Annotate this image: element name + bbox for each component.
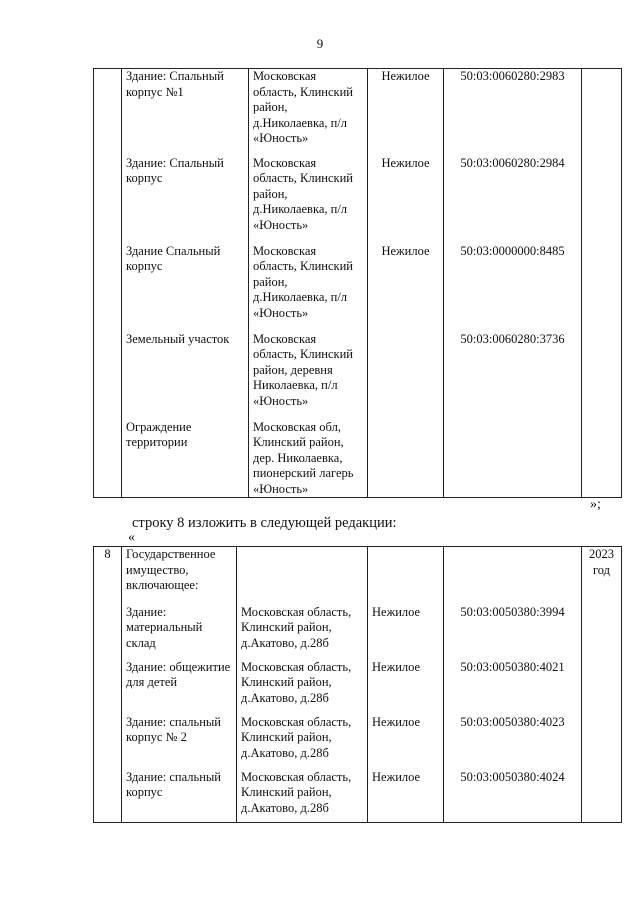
object-name: Земельный участок: [126, 331, 230, 346]
table-row: [94, 770, 622, 823]
object-name: Ограждение территории: [126, 419, 192, 449]
table-row: [94, 332, 622, 420]
amendment-instruction: строку 8 изложить в следующей редакции:: [132, 515, 397, 531]
group-heading: Государственное имущество, включающее:: [126, 547, 216, 592]
year-value: 2023 год: [589, 547, 614, 577]
table-row: [94, 660, 622, 715]
object-name: Здание: спальный корпус: [126, 769, 221, 799]
table-row: [94, 715, 622, 770]
object-address: Московская область, Клинский район, д.Акатово, д.28б: [241, 604, 352, 650]
object-type: Нежилое: [372, 769, 421, 784]
table-row: [94, 605, 622, 660]
table-row: [94, 244, 622, 332]
object-type: Нежилое: [381, 243, 430, 258]
object-address: Московская область, Клинский район, д.Акатово, д.28б: [241, 714, 352, 760]
object-type: Нежилое: [372, 659, 421, 674]
property-table-row-8: [93, 546, 622, 823]
cadastral-number: 50:03:0050380:4024: [460, 769, 565, 784]
object-address: Московская область, Клинский район, д.Акатово, д.28б: [241, 769, 352, 815]
table-row: [94, 69, 622, 156]
object-type: Нежилое: [372, 714, 421, 729]
object-address: Московская область, Клинский район, деревня Николаевка, п/л «Юность»: [253, 331, 353, 408]
cadastral-number: 50:03:0060280:3736: [460, 331, 565, 346]
cadastral-number: 50:03:0000000:8485: [460, 243, 565, 258]
object-address: Московская обл, Клинский район, дер. Николаевка, пионерский лагерь «Юность»: [253, 419, 354, 496]
cadastral-number: 50:03:0060280:2983: [460, 69, 565, 83]
object-type: Нежилое: [381, 69, 430, 83]
row-number: 8: [104, 547, 111, 561]
cadastral-number: 50:03:0060280:2984: [460, 155, 565, 170]
object-address: Московская область, Клинский район, д.Николаевка, п/л «Юность»: [253, 69, 353, 145]
opening-quote: «: [128, 530, 135, 545]
cadastral-number: 50:03:0050380:4021: [460, 659, 565, 674]
object-type: Нежилое: [381, 155, 430, 170]
object-name: Здание: Спальный корпус: [126, 155, 224, 185]
object-address: Московская область, Клинский район, д.Николаевка, п/л «Юность»: [253, 243, 353, 320]
page-number: 9: [316, 36, 324, 51]
object-name: Здание: общежитие для детей: [126, 659, 231, 689]
object-address: Московская область, Клинский район, д.Акатово, д.28б: [241, 659, 352, 705]
object-name: Здание: спальный корпус № 2: [126, 714, 221, 744]
property-table-continued: [93, 68, 622, 498]
closing-quote: »;: [590, 497, 601, 512]
object-address: Московская область, Клинский район, д.Николаевка, п/л «Юность»: [253, 155, 353, 232]
object-type: Нежилое: [372, 604, 421, 619]
cadastral-number: 50:03:0050380:3994: [460, 604, 565, 619]
table-row: [94, 156, 622, 244]
object-name: Здание Спальный корпус: [126, 243, 221, 273]
object-name: Здание: материальный склад: [126, 604, 203, 650]
object-name: Здание: Спальный корпус №1: [126, 69, 224, 99]
table-row: [94, 420, 622, 498]
cadastral-number: 50:03:0050380:4023: [460, 714, 565, 729]
table-row: [94, 547, 622, 605]
